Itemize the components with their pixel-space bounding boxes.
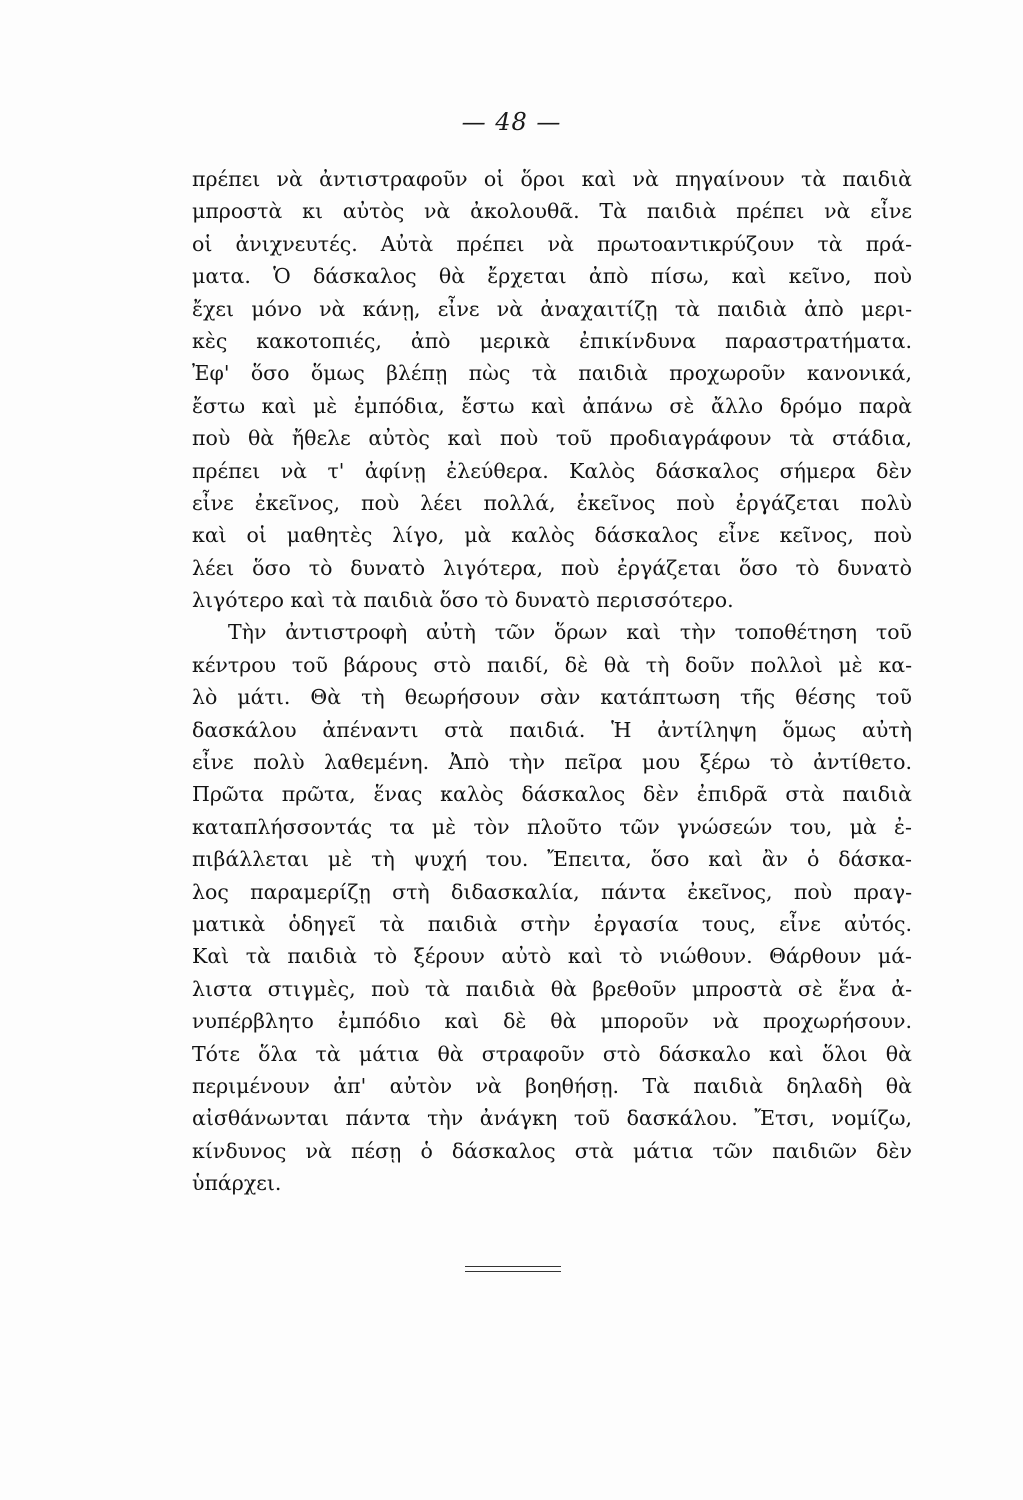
text-line: ἔστω καὶ μὲ ἐμπόδια, ἔστω καὶ ἀπάνω σὲ ἄλλο δρόμο παρὰ (192, 393, 912, 418)
text-line: περιμένουν ἀπ' αὐτὸν νὰ βοηθήσῃ. Τὰ παιδιὰ δηλαδὴ θὰ (192, 1073, 912, 1098)
text-line: πρέπει νὰ ἀντιστραφοῦν οἱ ὅροι καὶ νὰ πηγαίνουν τὰ παιδιὰ (192, 167, 912, 191)
text-line: εἶνε ἐκεῖνος, ποὺ λέει πολλά, ἐκεῖνος ποὺ ἐργάζεται πολὺ (192, 490, 912, 515)
text-line: ματικὰ ὁδηγεῖ τὰ παιδιὰ στὴν ἐργασία τους, εἶνε αὐτός. (192, 911, 912, 936)
text-line: καταπλήσσοντάς τα μὲ τὸν πλοῦτο τῶν γνώσεών του, μὰ ἐ- (192, 814, 912, 839)
text-line: πρέπει νὰ τ' ἀφίνῃ ἐλεύθερα. Καλὸς δάσκαλος σήμερα δὲν (192, 458, 912, 483)
text-line: οἱ ἀνιχνευτές. Αὐτὰ πρέπει νὰ πρωτοαντικρύζουν τὰ πρά- (192, 231, 912, 256)
text-line: καὶ οἱ μαθητὲς λίγο, μὰ καλὸς δάσκαλος εἶνε κεῖνος, ποὺ (192, 523, 912, 548)
text-line: δασκάλου ἀπέναντι στὰ παιδιά. Ἡ ἀντίληψη ὅμως αὐτὴ (192, 717, 912, 742)
text-line: εἶνε πολὺ λαθεμένη. Ἀπὸ τὴν πεῖρα μου ξέρω τὸ ἀντίθετο. (192, 750, 912, 775)
text-line: Πρῶτα πρῶτα, ἕνας καλὸς δάσκαλος δὲν ἐπιδρᾶ στὰ παιδιὰ (192, 782, 912, 807)
text-line: λιστα στιγμὲς, ποὺ τὰ παιδιὰ θὰ βρεθοῦν μπροστὰ σὲ ἕνα ἀ- (192, 976, 912, 1001)
text-line: κίνδυνος νὰ πέσῃ ὁ δάσκαλος στὰ μάτια τῶν παιδιῶν δὲν (192, 1138, 912, 1163)
text-line: ποὺ θὰ ἤθελε αὐτὸς καὶ ποὺ τοῦ προδιαγράφουν τὰ στάδια, (192, 426, 912, 451)
text-line: λὸ μάτι. Θὰ τὴ θεωρήσουν σὰν κατάπτωση τῆς θέσης τοῦ (192, 685, 912, 710)
end-rule (465, 1271, 561, 1272)
text-line: μπροστὰ κι αὐτὸς νὰ ἀκολουθᾶ. Τὰ παιδιὰ πρέπει νὰ εἶνε (192, 199, 912, 224)
text-line: λος παραμερίζῃ στὴ διδασκαλία, πάντα ἐκεῖνος, ποὺ πραγ- (192, 879, 912, 904)
text-line: Τὴν ἀντιστροφὴ αὐτὴ τῶν ὅρων καὶ τὴν τοποθέτηση τοῦ (228, 620, 912, 645)
body-text (192, 163, 912, 1200)
text-line: ἔχει μόνο νὰ κάνῃ, εἶνε νὰ ἀναχαιτίζῃ τὰ παιδιὰ ἀπὸ μερι- (192, 296, 912, 321)
text-line: λέει ὅσο τὸ δυνατὸ λιγότερα, ποὺ ἐργάζεται ὅσο τὸ δυνατὸ (192, 555, 912, 580)
text-line: κέντρου τοῦ βάρους στὸ παιδί, δὲ θὰ τὴ δοῦν πολλοὶ μὲ κα- (192, 652, 912, 677)
text-line: νυπέρβλητο ἐμπόδιο καὶ δὲ θὰ μποροῦν νὰ προχωρήσουν. (192, 1009, 912, 1034)
text-line: Καὶ τὰ παιδιὰ τὸ ξέρουν αὐτὸ καὶ τὸ νιώθουν. Θάρθουν μά- (192, 944, 912, 969)
text-line: πιβάλλεται μὲ τὴ ψυχή του. Ἔπειτα, ὅσο καὶ ἂν ὁ δάσκα- (192, 847, 912, 872)
text-line: ματα. Ὁ δάσκαλος θὰ ἔρχεται ἀπὸ πίσω, καὶ κεῖνο, ποὺ (192, 264, 912, 289)
page-number: — 48 — (461, 108, 562, 136)
end-rule (465, 1266, 561, 1267)
text-line: αἰσθάνωνται πάντα τὴν ἀνάγκη τοῦ δασκάλου. Ἔτσι, νομίζω, (192, 1106, 912, 1131)
text-line: λιγότερο καὶ τὰ παιδιὰ ὅσο τὸ δυνατὸ περισσότερο. (192, 588, 734, 613)
text-line: Τότε ὅλα τὰ μάτια θὰ στραφοῦν στὸ δάσκαλο καὶ ὅλοι θὰ (192, 1041, 912, 1066)
text-line: Ἐφ' ὅσο ὅμως βλέπῃ πὼς τὰ παιδιὰ προχωροῦν κανονικά, (192, 361, 912, 386)
text-line: ὑπάρχει. (192, 1171, 282, 1196)
text-line: κὲς κακοτοπιές, ἀπὸ μερικὰ ἐπικίνδυνα παραστρατήματα. (192, 328, 912, 353)
